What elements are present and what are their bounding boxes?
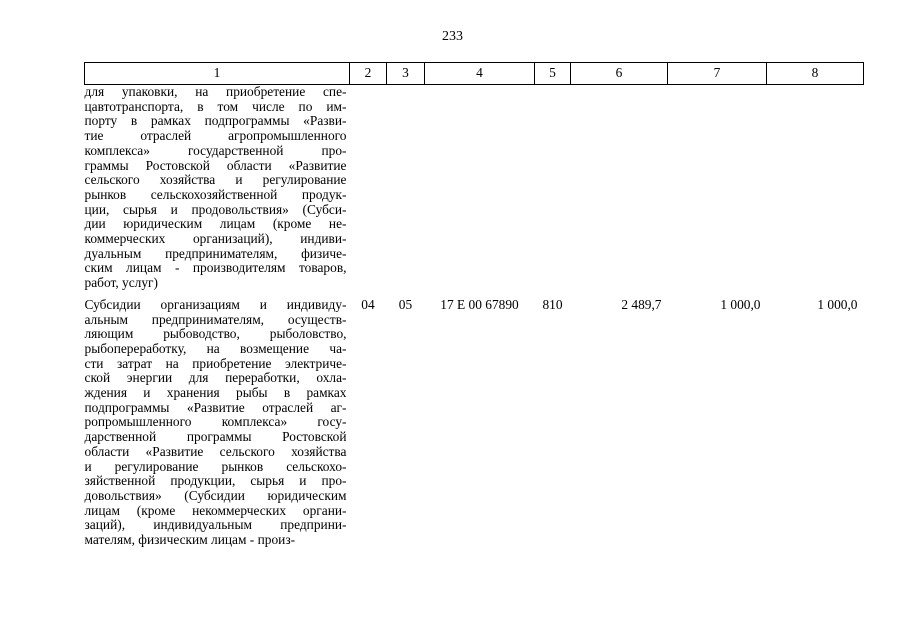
description-line: ским лицам - производителям товаров,: [84, 260, 347, 276]
description-line: и регулирование рынков сельскохо-: [84, 458, 347, 474]
description-line: сельского хозяйства и регулирование: [84, 172, 347, 188]
cell-rz: [350, 85, 387, 295]
description-line: для упаковки, на приобретение спе-: [84, 84, 347, 99]
row-description: [85, 85, 350, 295]
description-line: довольствия» (Субсидии юридическим: [84, 487, 347, 503]
cell-col-8: [767, 85, 864, 295]
cell-vr: [535, 85, 571, 295]
header-col-7: 7: [668, 63, 767, 85]
description-line: лицам (кроме некоммерческих органи-: [84, 502, 347, 518]
cell-vr: 810: [542, 296, 563, 312]
description-line: рыбопереработку, на возмещение ча-: [84, 340, 347, 356]
description-line: ропромышленного комплекса» госу-: [84, 414, 347, 430]
table-row: [85, 295, 864, 548]
cell-col-7: 1 000,0: [720, 296, 761, 312]
cell-csr: 17 Е 00 67890: [440, 296, 519, 312]
description-line: граммы Ростовской области «Развитие: [84, 157, 347, 173]
description-line: ляющим рыбоводство, рыболовство,: [84, 326, 347, 342]
description-line: дии юридическим лицам (кроме не-: [84, 216, 347, 232]
description-line: области «Развитие сельского хозяйства: [84, 443, 347, 459]
description-line: альным предпринимателям, осуществ-: [84, 311, 347, 327]
header-col-8: 8: [767, 63, 864, 85]
page-number: 233: [442, 29, 463, 44]
cell-rz: 04: [361, 296, 375, 312]
cell-col-6: [571, 85, 668, 295]
description-line: сти затрат на приобретение электриче-: [84, 355, 347, 371]
description-line: заций), индивидуальным предприни-: [84, 517, 347, 533]
table-header: [85, 63, 864, 85]
description-line: ской энергии для переработки, охла-: [84, 370, 347, 386]
description-line: ции, сырья и продовольствия» (Субси-: [84, 201, 347, 217]
cell-pr: 05: [398, 296, 413, 312]
cell-csr: [425, 85, 535, 295]
header-col-3: 3: [387, 63, 425, 85]
budget-table: [84, 62, 864, 548]
description-line: коммерческих организаций), индиви-: [84, 231, 347, 247]
description-line: мателям, физическим лицам - произ-: [84, 532, 296, 548]
description-line: дарственной программы Ростовской: [84, 429, 347, 445]
table-row: [85, 85, 864, 295]
header-col-2: 2: [350, 63, 387, 85]
description-line: подпрограммы «Развитие отраслей аг-: [84, 399, 347, 415]
cell-pr: [387, 85, 425, 295]
description-line: тие отраслей агропромышленного: [84, 128, 347, 144]
description-line: работ, услуг): [84, 275, 158, 291]
header-col-6: 6: [571, 63, 668, 85]
description-line: комплекса» государственной про-: [84, 142, 347, 158]
header-col-4: 4: [425, 63, 535, 85]
description-line: ждения и хранения рыбы в рамках: [84, 385, 347, 401]
description-line: цавтотранспорта, в том числе по им-: [84, 98, 347, 114]
description-line: порту в рамках подпрограммы «Разви-: [84, 113, 347, 129]
row-description: [85, 295, 350, 548]
header-col-5: 5: [535, 63, 571, 85]
description-line: рынков сельскохозяйственной продук-: [84, 186, 347, 202]
cell-col-6: 2 489,7: [621, 296, 662, 312]
description-line: зяйственной продукции, сырья и про-: [84, 473, 347, 489]
header-col-1: 1: [85, 63, 350, 85]
description-line: дуальным предпринимателям, физиче-: [84, 245, 347, 261]
description-line: Субсидии организациям и индивиду-: [84, 296, 347, 312]
header-row: [85, 63, 864, 85]
cell-col-8: 1 000,0: [817, 296, 858, 312]
cell-col-7: [668, 85, 767, 295]
